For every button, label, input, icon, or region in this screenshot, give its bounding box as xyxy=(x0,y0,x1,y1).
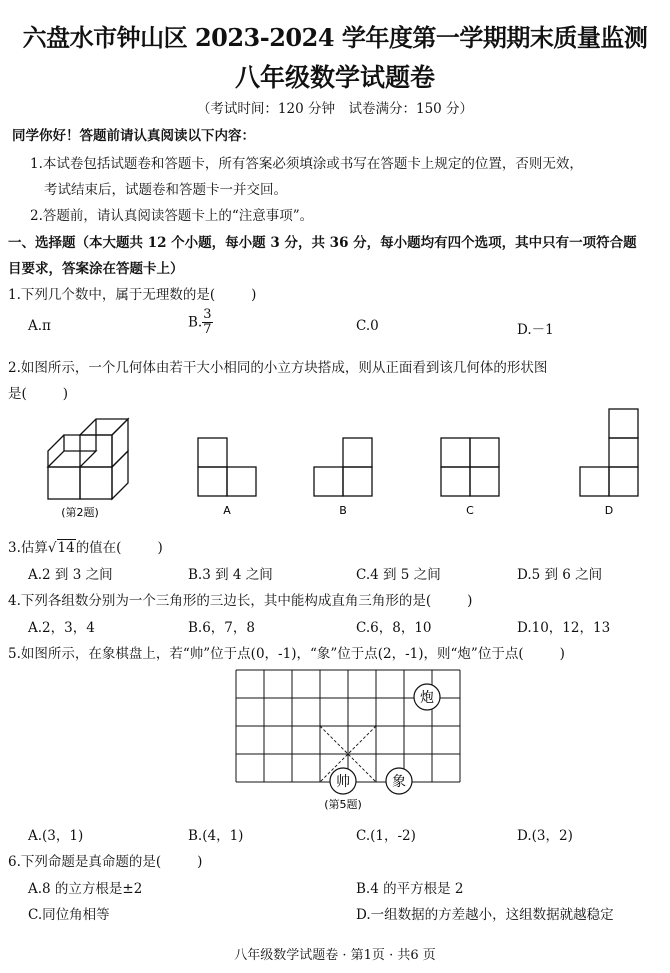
fraction-denominator: 7 xyxy=(203,322,212,337)
q1-option-c: C.0 xyxy=(356,318,379,334)
q6-stem xyxy=(8,850,202,870)
q1-option-a: A.π xyxy=(28,318,51,334)
notice-item2: 2.答题前，请认真阅读答题卡上的“注意事项”。 xyxy=(30,208,314,224)
q4-option-c: C.6，8，10 xyxy=(356,620,432,636)
q1-option-d: D.－1 xyxy=(517,322,554,338)
q5-option-a: A.(3，1) xyxy=(28,828,84,844)
section1-heading-line1: 一、选择题（本大题共 12 个小题，每小题 3 分，共 36 分，每小题均有四个选项，其中只有一项符合题 xyxy=(8,235,637,251)
q1-option-b-prefix: B. xyxy=(188,314,203,331)
q2-stem-line1: 2.如图所示，一个几何体由若干大小相同的小立方块搭成，则从正面看到该几何体的形状图 xyxy=(8,360,548,376)
q5-option-b: B.(4，1) xyxy=(188,828,244,844)
section1-heading-line2: 目要求，答案涂在答题卡上） xyxy=(8,261,184,277)
exam-subtitle: 八年级数学试题卷 xyxy=(234,63,435,92)
q3-option-b: B.3 到 4 之间 xyxy=(188,567,273,583)
q4-stem-text: 4.下列各组数分别为一个三角形的三边长，其中能构成直角三角形的是( xyxy=(8,593,432,609)
q4-option-a: A.2，3，4 xyxy=(28,620,95,636)
q3-radicand: 14 xyxy=(57,540,75,556)
q4-option-b: B.6，7，8 xyxy=(188,620,255,636)
q2-option-d-label: D xyxy=(604,504,614,517)
piece-shuai xyxy=(330,768,356,794)
q6-option-c: C.同位角相等 xyxy=(28,907,110,923)
exam-title: 六盘水市钟山区 2023-2024 学年度第一学期期末质量监测 xyxy=(22,23,648,52)
q3-close-paren: ) xyxy=(157,540,163,556)
notice-greeting: 同学你好！答题前请认真阅读以下内容： xyxy=(12,128,255,144)
piece-xiang-label: 象 xyxy=(392,774,406,790)
q3-sqrt: √14 xyxy=(47,540,75,556)
q2-option-a-label: A xyxy=(223,504,231,517)
q3-stem-prefix: 3.估算 xyxy=(8,540,48,556)
q2-stem-text: 是( xyxy=(8,386,27,402)
piece-pao xyxy=(414,684,440,710)
piece-xiang xyxy=(386,768,412,794)
q2-close-paren: ) xyxy=(62,386,69,402)
q3-stem-suffix: 的值在( xyxy=(75,540,122,556)
notice-item1-line1: 1.本试卷包括试题卷和答题卡，所有答案必须填涂或书写在答题卡上规定的位置，否则无效， xyxy=(30,156,583,172)
q1-close-paren: ) xyxy=(251,287,257,303)
q5-figure-caption: (第5题) xyxy=(324,798,362,811)
q6-option-b: B.4 的平方根是 2 xyxy=(356,881,464,897)
q2-figure-caption: (第2题) xyxy=(61,506,99,519)
notice-item1-line2: 考试结束后，试题卷和答题卡一并交回。 xyxy=(44,182,287,198)
q2-option-c-label: C xyxy=(466,504,474,517)
q3-option-a: A.2 到 3 之间 xyxy=(28,567,113,583)
q5-option-d: D.(3，2) xyxy=(517,828,573,844)
q6-close-paren: ) xyxy=(197,854,203,870)
q4-close-paren: ) xyxy=(467,593,473,609)
q6-option-d: D.一组数据的方差越小，这组数据就越稳定 xyxy=(356,907,614,923)
q3-option-d: D.5 到 6 之间 xyxy=(517,567,603,583)
exam-info: （考试时间：120 分钟 试卷满分：150 分） xyxy=(196,101,474,117)
piece-shuai-label: 帅 xyxy=(336,774,350,790)
q6-stem-text: 6.下列命题是真命题的是( xyxy=(8,854,162,870)
q2-option-b-label: B xyxy=(339,504,347,517)
page-footer: 八年级数学试题卷 · 第1页 · 共6 页 xyxy=(234,948,436,963)
q1-stem-text: 1.下列几个数中，属于无理数的是( xyxy=(8,287,216,303)
piece-pao-label: 炮 xyxy=(420,690,434,706)
q5-stem-text: 5.如图所示，在象棋盘上，若“帅”位于点(0，-1)，“象”位于点(2，-1)，则“炮”位于点( xyxy=(8,646,524,662)
q5-option-c: C.(1，-2) xyxy=(356,828,416,844)
q5-close-paren: ) xyxy=(559,646,565,662)
q3-option-c: C.4 到 5 之间 xyxy=(356,567,441,583)
fraction-numerator: 3 xyxy=(203,307,212,322)
q4-option-d: D.10，12，13 xyxy=(517,620,611,636)
q6-option-a: A.8 的立方根是±2 xyxy=(28,881,143,897)
